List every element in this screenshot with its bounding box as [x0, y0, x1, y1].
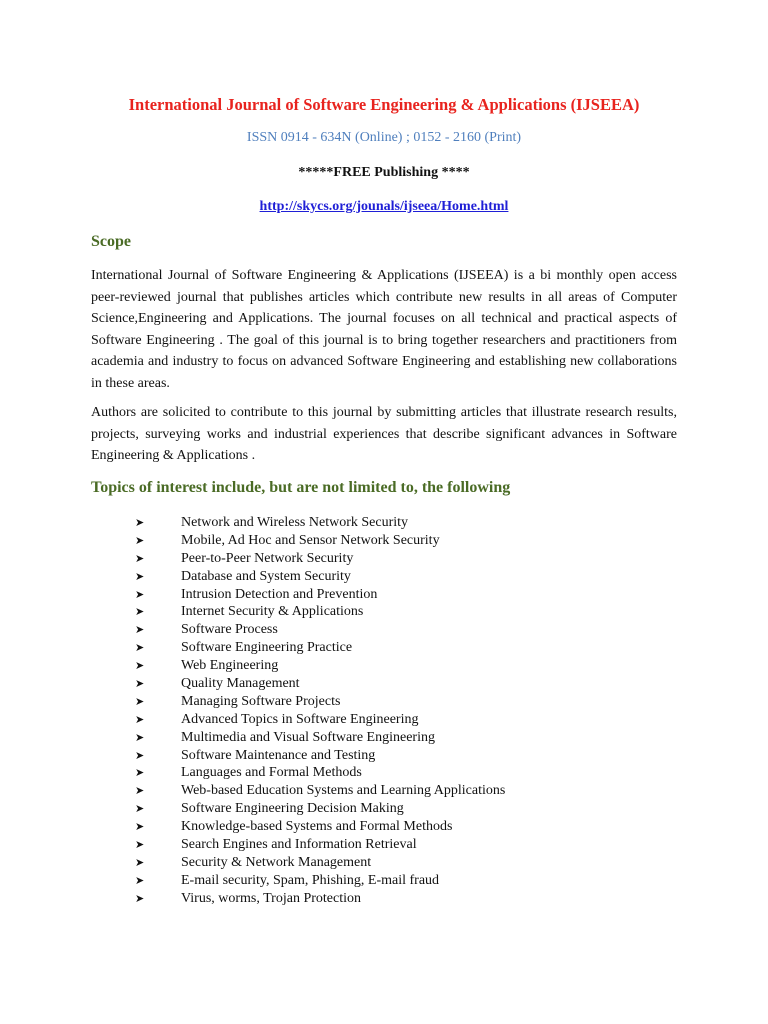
scope-paragraph-1: International Journal of Software Engineering & Applications (IJSEEA) is a bi monthly open access peer-reviewed journal that publishes articles which contribute new results in all areas of Computer Science,Engineering and Applications. The journal focuses on all technical and practical aspects of Software Engineering . The goal of this journal is to bring together researchers and practitioners from academia and industry to focus on advanced Software Engineering and establishing new collaborations in these areas.: [91, 268, 677, 391]
arrowhead-bullet-icon: ➤: [135, 694, 145, 708]
list-item: [0, 890, 768, 908]
topic-label: Web-based Education Systems and Learning Applications: [181, 783, 506, 799]
list-item: [0, 550, 768, 568]
topic-label: Peer-to-Peer Network Security: [181, 550, 354, 566]
free-publishing-banner: *****FREE Publishing ****: [298, 165, 470, 180]
arrowhead-bullet-icon: ➤: [135, 838, 145, 852]
arrowhead-bullet-icon: ➤: [135, 891, 145, 905]
list-item: [0, 782, 768, 800]
journal-title: International Journal of Software Engineering & Applications (IJSEEA): [128, 95, 640, 114]
arrowhead-bullet-icon: ➤: [135, 623, 145, 637]
topic-label: Software Process: [181, 622, 278, 638]
list-item: [0, 675, 768, 693]
topics-list: [0, 514, 768, 908]
list-item: [0, 586, 768, 604]
arrowhead-bullet-icon: ➤: [135, 659, 145, 673]
topic-label: Internet Security & Applications: [181, 604, 364, 620]
list-item: [0, 800, 768, 818]
arrowhead-bullet-icon: ➤: [135, 820, 145, 834]
arrowhead-bullet-icon: ➤: [135, 551, 145, 565]
journal-url-line: [0, 199, 768, 215]
topic-label: Security & Network Management: [181, 854, 372, 870]
arrowhead-bullet-icon: ➤: [135, 873, 145, 887]
list-item: [0, 711, 768, 729]
topics-heading: Topics of interest include, but are not limited to, the following: [91, 479, 511, 496]
list-item: [0, 621, 768, 639]
arrowhead-bullet-icon: ➤: [135, 802, 145, 816]
list-item: [0, 729, 768, 747]
topic-label: Languages and Formal Methods: [181, 765, 362, 781]
topic-label: Managing Software Projects: [181, 693, 341, 709]
arrowhead-bullet-icon: ➤: [135, 516, 145, 529]
scope-heading: Scope: [91, 233, 131, 250]
topic-label: Database and System Security: [181, 568, 351, 584]
arrowhead-bullet-icon: ➤: [135, 605, 145, 619]
list-item: [0, 532, 768, 550]
topic-label: Multimedia and Visual Software Engineering: [181, 729, 435, 745]
topic-label: Mobile, Ad Hoc and Sensor Network Security: [181, 532, 440, 548]
list-item: [0, 764, 768, 782]
list-item: [0, 568, 768, 586]
list-item: [0, 747, 768, 765]
list-item: [0, 818, 768, 836]
list-item: [0, 854, 768, 872]
list-item: [0, 872, 768, 890]
list-item: [0, 603, 768, 621]
list-item: [0, 657, 768, 675]
arrowhead-bullet-icon: ➤: [135, 712, 145, 726]
topic-label: Advanced Topics in Software Engineering: [181, 711, 419, 727]
topic-label: E-mail security, Spam, Phishing, E-mail fraud: [181, 872, 440, 888]
issn-line: ISSN 0914 - 634N (Online) ; 0152 - 2160 (Print): [246, 130, 522, 145]
topic-label: Software Maintenance and Testing: [181, 747, 376, 763]
arrowhead-bullet-icon: ➤: [135, 748, 145, 762]
arrowhead-bullet-icon: ➤: [135, 730, 145, 744]
list-item: [0, 836, 768, 854]
topic-label: Virus, worms, Trojan Protection: [181, 890, 361, 906]
topic-label: Software Engineering Decision Making: [181, 801, 404, 817]
arrowhead-bullet-icon: ➤: [135, 569, 145, 583]
arrowhead-bullet-icon: ➤: [135, 677, 145, 691]
arrowhead-bullet-icon: ➤: [135, 784, 145, 798]
arrowhead-bullet-icon: ➤: [135, 766, 145, 780]
list-item: [0, 514, 768, 532]
arrowhead-bullet-icon: ➤: [135, 533, 145, 547]
topic-label: Search Engines and Information Retrieval: [181, 837, 417, 853]
scope-paragraph-2: Authors are solicited to contribute to this journal by submitting articles that illustrate research results, projects, surveying works and industrial experiences that describe significant advances in Software Engineering & Applications .: [91, 405, 677, 463]
topic-label: Web Engineering: [181, 658, 279, 674]
arrowhead-bullet-icon: ➤: [135, 855, 145, 869]
journal-url-link[interactable]: http://skycs.org/jounals/ijseea/Home.html: [259, 199, 509, 214]
topic-label: Quality Management: [181, 676, 300, 692]
topic-label: Software Engineering Practice: [181, 640, 353, 656]
arrowhead-bullet-icon: ➤: [135, 641, 145, 655]
topic-label: Network and Wireless Network Security: [181, 515, 409, 530]
topic-label: Knowledge-based Systems and Formal Methods: [181, 819, 453, 835]
list-item: [0, 693, 768, 711]
list-item: [0, 639, 768, 657]
arrowhead-bullet-icon: ➤: [135, 587, 145, 601]
topic-label: Intrusion Detection and Prevention: [181, 586, 378, 602]
